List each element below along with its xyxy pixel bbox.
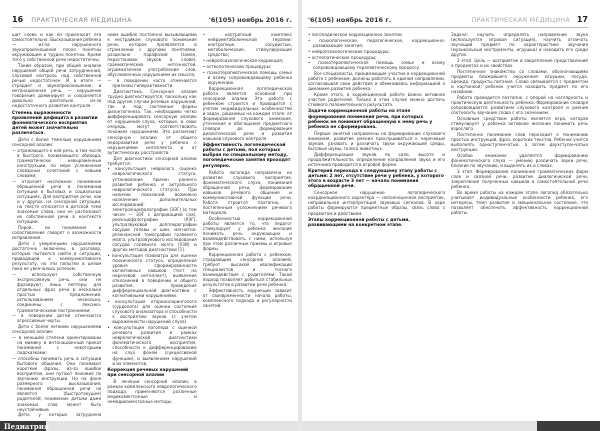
left-issue-label: '6(105) ноябрь 2016 г.: [208, 16, 292, 24]
right-issue-label: '6(105) ноябрь 2016 г.: [308, 16, 392, 24]
paragraph: Дифференциация звуков по силе, высоте и продолжительности, определение направления звука и его источника проводится в игровой форме.: [308, 151, 445, 167]
paragraph: Эффективность коррекции зависит от своевременности начала работы, комплексного подхода и регулярности занятий.: [202, 288, 292, 309]
list-item: — отличает несложное понимание обращенной речи в понимании ситуации в бытовых и социальных ситуациях, Для восприятия речи, как и у других, на сенсорной ситуации, на тексте относится в детской теме знакомые слова, они не распознают их собственной речи в контексте ситуации.: [12, 178, 102, 225]
paragraph: Постепенно понимание слов переходит к пониманию простых инструкций, фраз, коротких текстов. Ребенок учится выполнять одноступенчатые, а затем двухступенчатые инструкции.: [451, 131, 588, 153]
right-page-number: 17: [576, 15, 588, 24]
list-item: • консультация психиатра для оценки психического статуса, определения уровня сформированности когнитивных навыков (тест на неречевой интеллект), выявления отклонений в поведении и общего развития, проведения дифференциальной диагностики с когнитивными нарушениями.: [107, 253, 197, 299]
paragraph: Таким образом, при общей анализе нарушения общей речи затрудненной, слуховой контроль над собственной речью недостаточен. И в итоге — страдает и звукопроизношение, и интонационная речь, — нарушение говорения доминирует и сохраняется довольно длительно из-за недостаточного развития контроля.: [12, 63, 102, 109]
left-magazine-title: ПРАКТИЧЕСКАЯ МЕДИЦИНА: [31, 16, 132, 24]
list-item: • консультация невролога (оценка неврологического статуса, установление причин раннего развития ребенка и актуального неврологического статуса). При наличии показаний возможно назначение дополнительных исследований: электроэнцефалографии (ЭЭГ) (в том числе — ЭЭГ с депривацией сна), реоэнцефалографии (РЭГ), ультразвуковой допплерографии сосудов головы и шеи, магнитно-резонансной томографии головного мозга, ультразвукового исследования сосудов головного мозга (УЗИ) и других методов диагностики [1].: [107, 166, 197, 253]
right-header-rule: [308, 27, 588, 28]
paragraph: Работа логопеда направлена на развитие слухового восприятия, фонематического слуха, понимания обращенной речи, формирование навыков речевого общения и коммуникативной функции речи. Работа строится поэтапно, с постепенным усложнением речевого материала.: [202, 169, 292, 216]
paragraph: Порой, их понимание и сопоставление говорят о возможности исправления.: [12, 225, 102, 241]
paragraph: Дети с более легкими нарушениями сенсорной алалии:: [12, 324, 102, 335]
bullet-item: • логопедическое коррекционное занятие;: [308, 32, 403, 37]
left-page: [0, 0, 298, 431]
paragraph: 2 этап. Цель — восприятие и закрепление представлений о предметах и их свойствах.: [451, 58, 588, 69]
list-item: • консультация оториноларинголога (сурдолога) для оценки состояния слухового анализатора и способности к восприятию звуков (с учетом выраженности нарушений слуха).: [107, 299, 197, 325]
paragraph: Дети, у которых затруднено: [18, 412, 102, 417]
paragraph: Все специалисты, принимающие участие в коррекционной работе с ребенком, должны работать в едином направлении, согласовывая свои действия и обмениваясь информацией о динамике развития ребенка.: [308, 71, 445, 92]
bullet-item: • психологическое, педагогическое, коррекционно-развивающее занятие;: [308, 37, 445, 48]
list-item: — используют собственную экспрессивную речь, они не фразируют, лишь лептеры для отдельных фраз речи в несколько простых предложений, использованием несколько, соединены с лексико-грамматическими построениями;: [12, 272, 102, 313]
paragraph: Постепенное знакомство со словами, обозначающими предметы ближайшего окружения: игрушки, посуда, одежда, продукты питания. Слово связывается с предметом и картинкой; ребенок учится находить предмет по его названию.: [451, 68, 588, 95]
section-heading: Эффективность логопедической работы с детьми, пол которых выбран по специальному методу, логопедические занятия проходят регулярно.: [202, 143, 291, 169]
section-heading: Критерий перехода к следующему этапу работы с детьми: 2 лет, отсутствие речи у ребенка, у которого этого в возрасте 3 лет — начало понимания обращенной речи.: [308, 168, 444, 190]
paragraph: Особое внимание уделяется формированию фонематического слуха — умению различать звуки речи, близкие по звучанию, и выделять их в словах.: [451, 152, 588, 168]
paragraph: Кроме этого, в коррекционной работе важно активное участие родителей. Только в этом случае можно достичь стойкого положительного результата.: [308, 92, 445, 108]
left-page-header: [12, 14, 292, 26]
left-column-1: [12, 32, 101, 417]
bullet-item: • остеопатические процедуры;: [308, 54, 377, 60]
paragraph: Сенсорное нарушение логопедического координационного характера — неполноценное восприятие, неправильная интерпретация звуковых сигналов. В ходе работы формируются предметные образы, связь слова с предметом и действием.: [308, 190, 445, 216]
section-heading: Задачи коррекционной работы на этапе формирования понимания речи, при которых ребенок не понимает обращенную к нему речь у ребенка не сформирована.: [308, 109, 433, 130]
section-heading: Этапы коррекционной работы с детьми, развивающими на конкретном этапе.: [308, 217, 410, 228]
bullet-item: • ноотропный комплекс нейрометаболической терапии: ноотропные, сосудистые, метаболические, стимулирующие средства;: [202, 32, 292, 58]
list-item: — в поведении детей отмечаются агрессивные черты.: [12, 313, 102, 324]
left-column-3: [203, 32, 292, 417]
paragraph: В лечении сенсорной алалии, в рамках комплексного неврологического подхода, применяются различные медикаментозные и немедикаментозные методы.: [107, 378, 197, 404]
right-page-header: [308, 14, 588, 26]
left-footer-label: Педиатрия: [4, 422, 50, 431]
list-item: — в меньшей степени ориентированы на мимику и интонационный приказ понимания с некоторыми подсказками;: [12, 335, 102, 356]
paragraph: Задача: научить определять направление звука (используется игровая ситуация), научить отличать звучащий предмет по характеристике звучания (музыкальные инструменты, игрушки) и находить его среди других.: [451, 32, 588, 58]
left-footer-band: [0, 421, 298, 431]
bullet-item: • нейропсихологические процедуры;: [308, 48, 390, 54]
left-column-2: [107, 32, 196, 417]
bullet-item: • психотерапевтическая помощь семье и всему сопровождающему терапевтическому процессу.: [308, 60, 445, 71]
bullet-item: • остеопатические процедуры;: [202, 63, 272, 69]
paragraph: 3 этап. Формирование понимания грамматических форм слов и связной речи, развитие диалогической речи, закрепление полученных навыков в самостоятельной речи ребенка.: [451, 168, 588, 189]
section-heading: Коррекция речевых нарушений при сенсорной алалии: [107, 367, 189, 378]
paragraph: Дети с умеренными нарушениями достаточно включены в разговор, которые пытаются найти в ситуации, приводящей к коммуникативного результату, но эти попытки в целом пока не увенчались успехом.: [12, 241, 102, 272]
list-item: • консультация логопеда с оценкой речевого развития в рамках неврологической диагностики фонематического восприятия, способности к дифференцированию на слух фонем (сукцессивной функции), и выявлением нарушений и их элементов.: [107, 325, 197, 366]
paragraph: Диагностика. Сенсорная алалия трудно диагностируется, поскольку как под другие случаи речевых нарушений, так и под системные формы дизонтогенеза. Так, необходимо четко дифференцировать сенсорную алалию от нарушений слуха, которые, в свою очередь, могут соответствовать похожим нарушениям. Это различают сенсорную алалию от общего недоразвития речи у ребенка с нарушениями интеллекта и от аутистических расстройств.: [107, 89, 197, 155]
right-column-1: [308, 32, 445, 417]
right-magazine-title: ПРАКТИЧЕСКАЯ МЕДИЦИНА: [471, 16, 570, 24]
right-columns: [308, 32, 588, 417]
right-page: [302, 0, 600, 431]
list-item: — способны понимать речь в ситуации бытового общения. Они понимают короткие фразы, из-за ошибок восприятия, они путают похожие по звучанию инструкции. Но на фоне размерного высказывания, понимания обращенной речи не является (быстротекущее) родителей; понимание детьми даже знакомых слов может быть неустойчивым.: [12, 356, 102, 412]
bullet-item: • психотерапевтическая помощь семье и всему сопровождающему ребенка окружению.: [202, 69, 292, 85]
paragraph: Основным средством работы является игра, которая стимулирует у ребенка активное желание понимать речь взрослого.: [451, 115, 588, 132]
right-footer-band: [302, 421, 600, 431]
left-page-number: 16: [12, 15, 24, 24]
paragraph: Во время работы на каждом этапе логопед обязательно учитывает индивидуальные особенности ребенка, его интересы, темп развития и эмоциональное состояние, что позволяет обеспечить эффективность коррекционной работы.: [451, 189, 588, 215]
paragraph: Для диагностики сенсорной алалии требуется:: [107, 155, 197, 166]
bullet-item: • нейропсихологическая коррекция;: [202, 58, 284, 64]
paragraph: нием ошибок постоянно вызывающими к нестрайкам слухового понимания речи, которое проявляется в стремлении с другими понятиями, раздельно парафазий (замен, перестановок звуков в слове), грамматических неточностей, аграмматичное употребление слов, обусловленных нарушением их смысла;: [107, 32, 197, 78]
paragraph: шит слово и как он произносит его самостоятельно. Высказывания ребенка — из-за нарушенного звукопроизношения плохо понятны окружающим и трудно понятны. Кроме того у собственной речи недостаточны.: [12, 32, 102, 63]
paragraph: Коррекционная логопедическая работа является основной при сенсорной алалии. Эта работа с ребенком строится и проводится с учетом индивидуальных особенностей и задач, решаемых на каждом этапе: от формирования слухового внимания, уточнения и обогащения предметного словаря до формирования диалогической речи и развития навыков слухового контроля.: [202, 85, 292, 142]
paragraph: Первые занятия направлены на формирование слухового внимания, развитие умения прислушиваться к неречевым звукам, узнавать и различать звуки окружающей среды, бытовые шумы, голоса животных.: [308, 130, 445, 151]
left-header-rule: [12, 27, 292, 28]
paragraph: Коррекционная работа с ребенком, страдающим сенсорной алалией, требует высокой квалификации специалистов и тесного взаимодействия с родителями. Такой подход позволяет добиться стабильных результатов в развитии речи ребенка.: [202, 251, 292, 288]
paragraph: Особенностью коррекционной работы является то, что педагог стимулирует у ребенка желание понимать речь окружающих и взаимодействовать с ними, используя при этом различные приемы и игровые формы.: [202, 215, 292, 252]
list-item: — отражающего к ней речь, в том числе в быстрого, понимающего обихода, грамматически невыраженные конструкции, по мере усложнения словарных сочетаний с новыми словами;: [12, 147, 102, 179]
section-heading: Степень выраженности проявлений дефицита в развитии фонематического восприятия детей может значительно различаться.: [12, 110, 98, 136]
left-columns: [12, 32, 292, 417]
paragraph: Работа проводится поэтапно, с опорой на наглядность и практическую деятельность ребенка. Формирование словаря сопровождается развитием слухового контроля и умения соотносить звучание слова с его значением.: [451, 94, 588, 116]
list-item: — в поведении часто отмечаются признаки гиперактивности.: [107, 78, 197, 89]
paragraph: Дети с более тяжелым нарушением сенсорной алалии:: [12, 136, 102, 148]
right-column-2: [451, 32, 588, 417]
